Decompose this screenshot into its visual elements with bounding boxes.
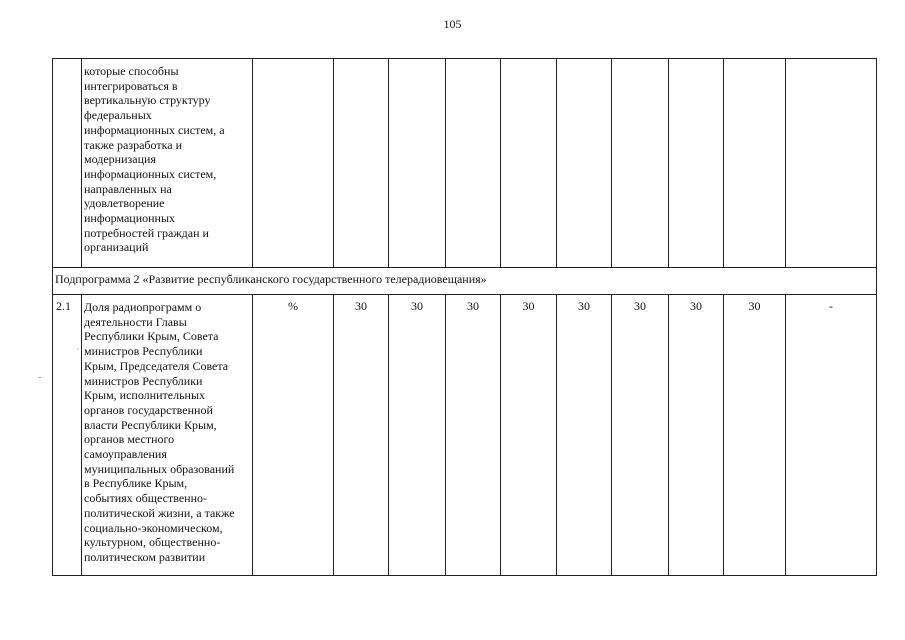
indicator-description-cell: которые способны интегрироваться в вертикальную структуру федеральных информационных систем, а также разработка и модернизация информационных систем, направленных на удовлетворение информационных потребностей граждан и организаций: [82, 59, 253, 268]
table-row: [53, 59, 877, 268]
row-number-cell: 2.1: [53, 295, 82, 576]
unit-cell: %: [253, 295, 334, 576]
unit-cell: [253, 59, 334, 268]
subprogram-title: Подпрограмма 2 «Развитие республиканского государственного телерадиовещания»: [53, 268, 877, 295]
value-cell: 30: [724, 295, 786, 576]
value-cell: 30: [612, 295, 669, 576]
table-row: [53, 295, 877, 576]
value-cell: [334, 59, 389, 268]
note-cell: -: [786, 295, 877, 576]
value-cell: [446, 59, 501, 268]
value-cell: 30: [334, 295, 389, 576]
value-cell: 30: [389, 295, 446, 576]
note-cell: [786, 59, 877, 268]
value-cell: [557, 59, 612, 268]
value-cell: 30: [446, 295, 501, 576]
indicators-table: [52, 58, 877, 576]
scan-speck: -: [38, 372, 42, 383]
value-cell: [669, 59, 724, 268]
subprogram-header-row: [53, 268, 877, 295]
scan-speck: `: [76, 348, 80, 359]
row-number-cell: [53, 59, 82, 268]
value-cell: 30: [669, 295, 724, 576]
value-cell: [612, 59, 669, 268]
value-cell: [389, 59, 446, 268]
value-cell: 30: [501, 295, 557, 576]
value-cell: [501, 59, 557, 268]
page-number: 105: [443, 17, 462, 31]
value-cell: [724, 59, 786, 268]
indicator-description-cell: Доля радиопрограмм о деятельности Главы Республики Крым, Совета министров Республики Крым, Председателя Совета министров Республики Крым, исполнительных органов государственной власти Республики Крым, органов местного самоуправления муниципальных образований в Республике Крым, событиях общественно- политической жизни, а также социально-экономическом, культурном, общественно- политическом развитии: [82, 295, 253, 576]
value-cell: 30: [557, 295, 612, 576]
